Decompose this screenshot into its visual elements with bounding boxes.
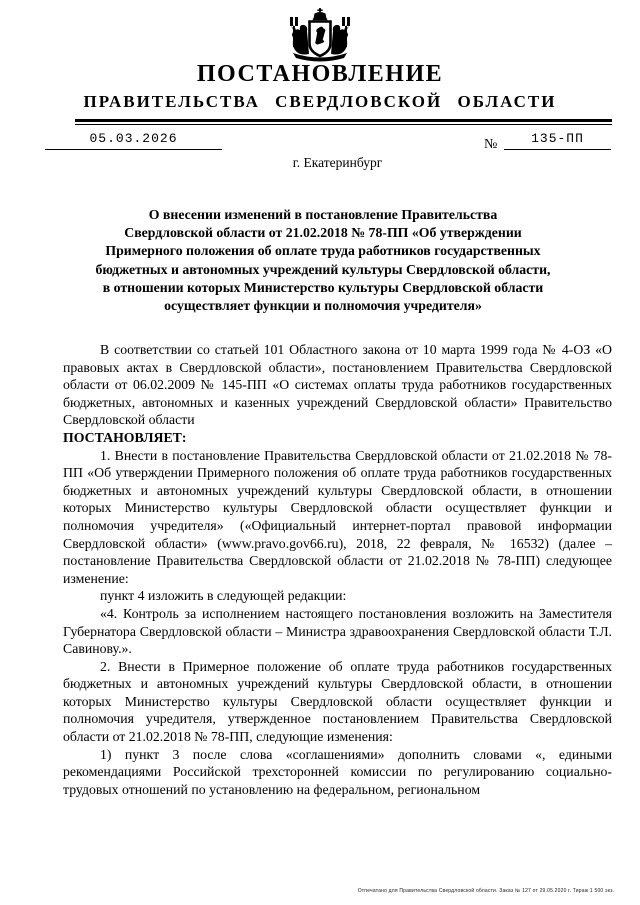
document-body — [63, 341, 612, 798]
authority-title: ПРАВИТЕЛЬСТВА СВЕРДЛОВСКОЙ ОБЛАСТИ — [83, 92, 557, 111]
document-city: г. Екатеринбург — [292, 155, 383, 170]
paragraph-subitem-1: 1) пункт 3 после слова «соглашениями» дополнить словами «, едиными рекомендациями Российской трехсторонней комиссии по регулированию социально-трудовых отношений по установлению на федеральном, региональном — [63, 746, 612, 797]
document-subject-title — [34, 206, 612, 315]
subject-line: бюджетных и автономных учреждений культуры Свердловской области, — [95, 261, 551, 277]
paragraph-clause-intro: пункт 4 изложить в следующей редакции: — [100, 588, 347, 604]
coat-of-arms-icon — [0, 8, 640, 64]
document-type-title: ПОСТАНОВЛЕНИЕ — [196, 61, 444, 87]
number-sign: № — [484, 137, 498, 152]
letterhead-divider — [75, 119, 612, 125]
paragraph-resolves: ПОСТАНОВЛЯЕТ: — [63, 429, 187, 445]
paragraph-item-2: 2. Внести в Примерное положение об оплате труда работников государственных бюджетных и автономных учреждений культуры Свердловской области, в отношении которых Министерство культуры Свердловской области осуществляет функции и полномочия учредителя, утвержденное постановлением Правительства Свердловской области от 21.02.2018 № 78-ПП, следующие изменения: — [63, 658, 612, 745]
paragraph-clause-4: «4. Контроль за исполнением настоящего постановления возложить на Заместителя Губернатора Свердловской области – Министра здравоохранения Свердловской области Т.Л. Савинову.». — [63, 605, 612, 657]
subject-line: в отношении которых Министерство культуры Свердловской области — [102, 279, 544, 295]
document-number: 135-ПП — [504, 131, 611, 150]
subject-line: О внесении изменений в постановление Правительства — [148, 207, 498, 222]
paragraph-preamble: В соответствии со статьей 101 Областного закона от 10 марта 1999 года № 4-ОЗ «О правовых актах в Свердловской области», постановлением Правительства Свердловской области от 06.02.2009 № 145-ПП «О системах оплаты труда работников государственных бюджетных, автономных и казенных учреждений Свердловской области» Правительство Свердловской области — [63, 342, 612, 428]
subject-line: Свердловской области от 21.02.2018 № 78-ПП «Об утверждении — [124, 225, 522, 241]
subject-line: осуществляет функции и полномочия учредителя» — [164, 298, 482, 314]
document-date: 05.03.2026 — [45, 131, 222, 150]
subject-line: Примерного положения об оплате труда работников государственных — [105, 243, 541, 259]
print-run-note: Отпечатано для Правительства Свердловской области. Заказ № 127 от 29.05.2020 г. Тираж 1 500 экз. — [357, 888, 615, 894]
paragraph-item-1: 1. Внести в постановление Правительства Свердловской области от 21.02.2018 № 78-ПП «Об утверждении Примерного положения об оплате труда работников государственных бюджетных и автономных учреждений культуры Свердловской области, в отношении которых Министерство культуры Свердловской области осуществляет функции и полномочия учредителя» («Официальный интернет-портал правовой информации Свердловской области» (www.pravo.gov66.ru), 2018, 22 февраля, № 16532) (далее – постановление Правительства Свердловской области от 21.02.2018 № 78-ПП) следующее изменение: — [63, 447, 612, 586]
